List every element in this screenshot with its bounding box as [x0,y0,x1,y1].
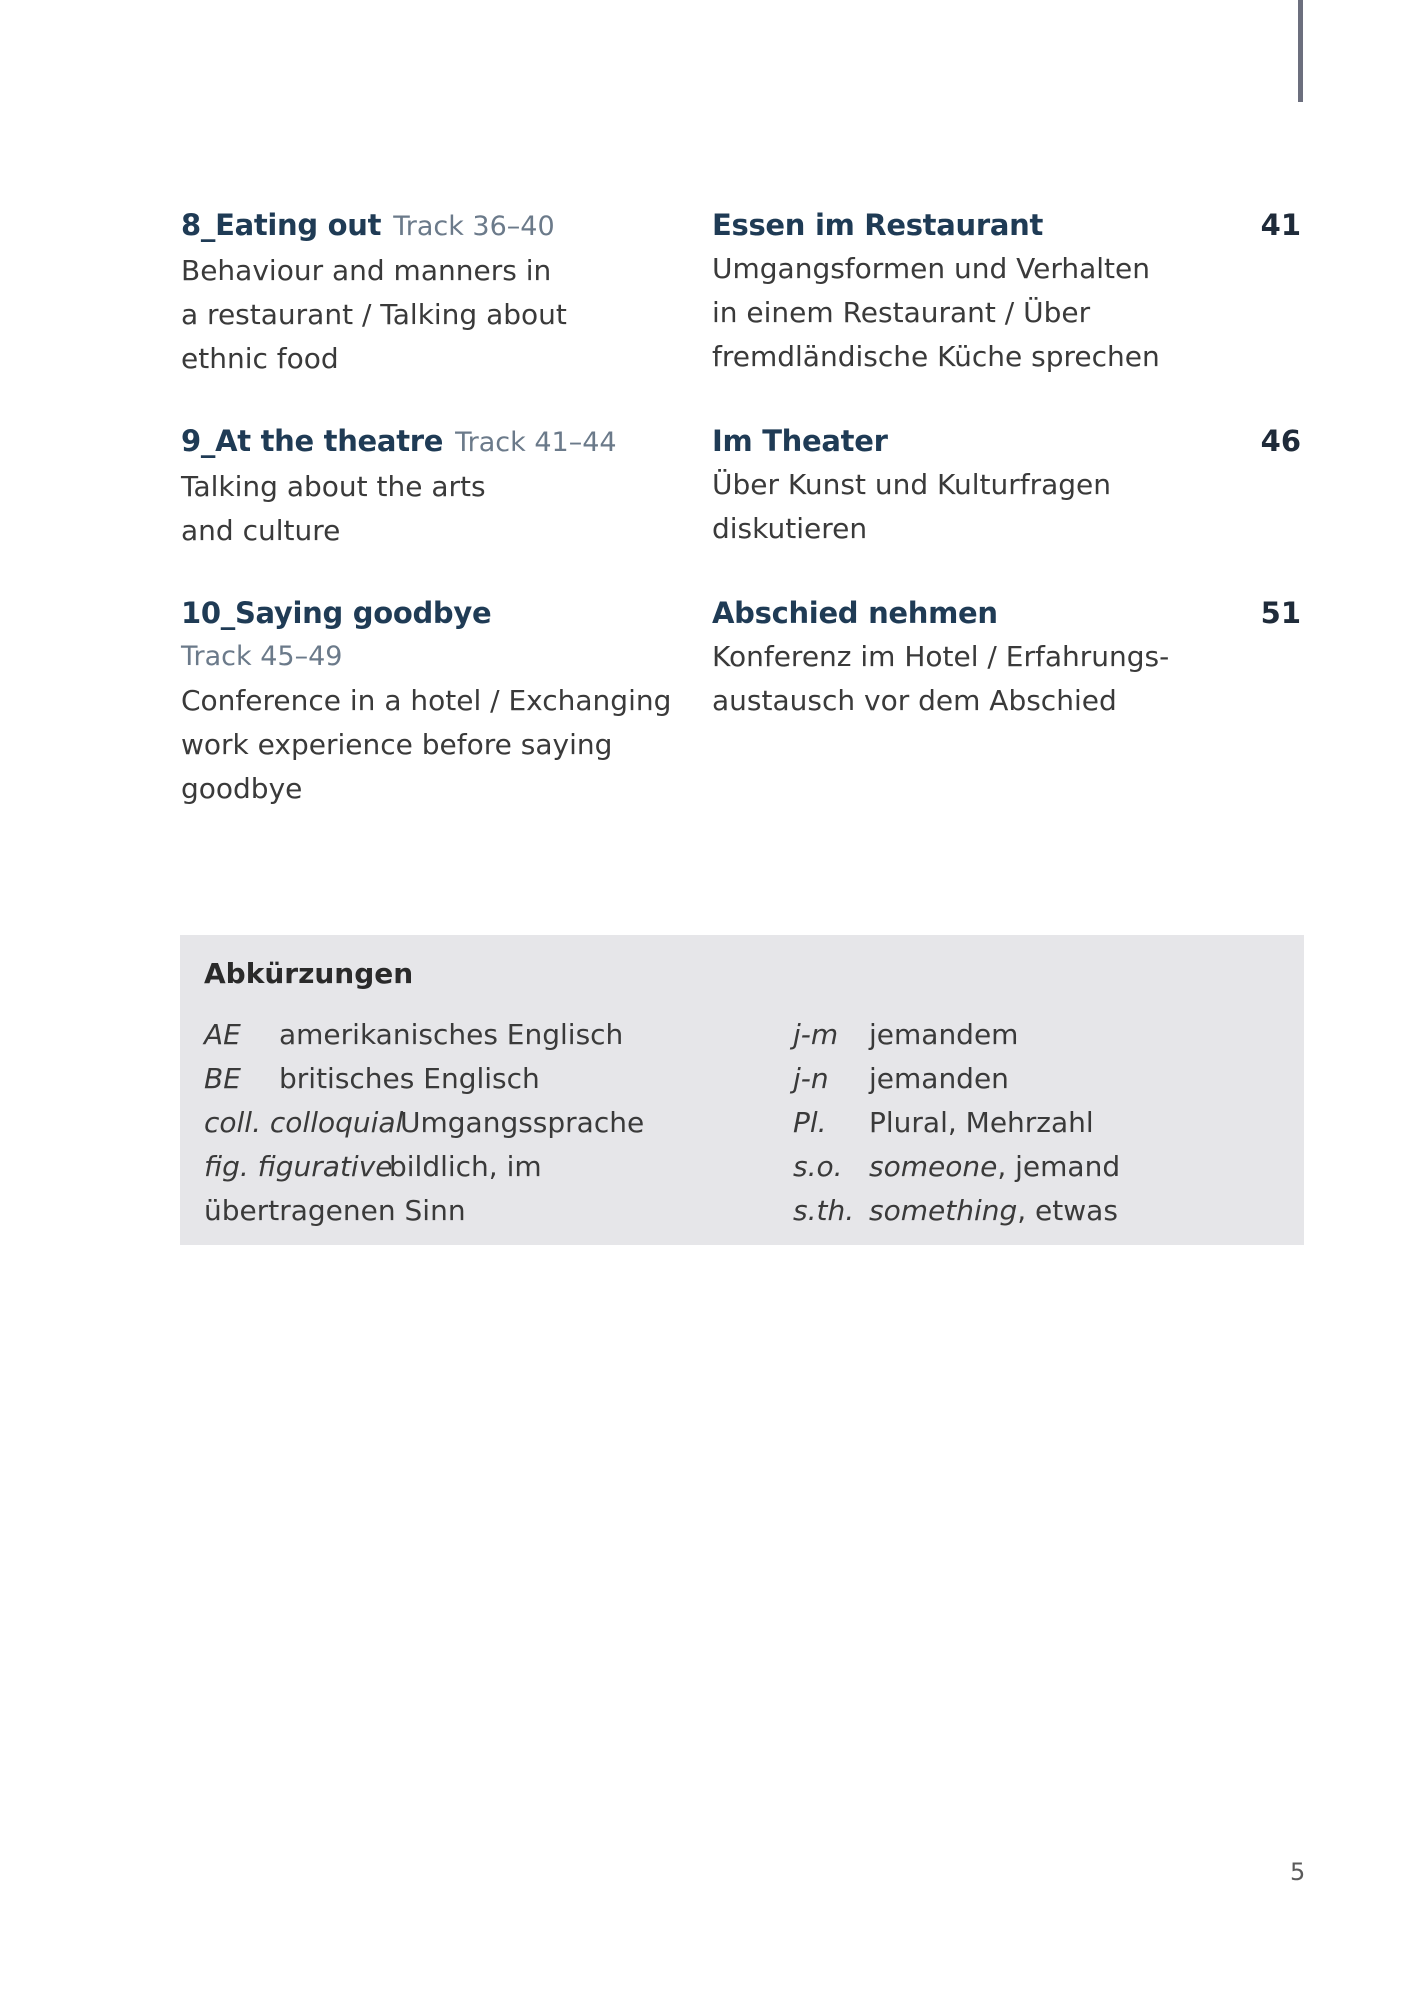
abbreviation-row [204,1189,764,1233]
abbreviation-row [204,1145,764,1189]
english-column [181,419,681,553]
entry-title-german[interactable]: Abschied nehmen [712,596,998,630]
entry-description-german: fremdländische Küche sprechen [712,340,1160,373]
german-column [712,591,1182,723]
abbreviation-row [793,1013,1293,1057]
abbreviation-value: jemanden [869,1062,1009,1095]
abbreviation-value: übertragenen Sinn [204,1194,466,1227]
abbreviation-key: j-m [793,1018,839,1051]
entry-title-german[interactable]: Im Theater [712,424,888,458]
english-column [181,591,681,811]
abbreviation-value: someone, jemand [869,1150,1121,1183]
abbreviation-key: s.o. [793,1150,843,1183]
entry-description: Conference in a hotel / Exchanging [181,684,672,717]
abbreviation-key: Pl. [793,1106,827,1139]
abbreviation-value: amerikanisches Englisch [279,1018,624,1051]
entry-description: a restaurant / Talking about [181,298,567,331]
abbreviation-key: AE [204,1018,241,1051]
page-reference[interactable]: 46 [1260,424,1301,458]
entry-title[interactable]: 9_At the theatre Track 41–44 [181,424,617,458]
entry-description-german: Über Kunst und Kulturfragen [712,468,1111,501]
abbreviation-value: britisches Englisch [279,1062,540,1095]
abbreviation-row [793,1189,1293,1233]
track-label: Track 41–44 [455,427,617,458]
abbreviation-key: s.th. [793,1194,855,1227]
entry-title[interactable]: 8_Eating out Track 36–40 [181,208,555,242]
english-column [181,203,681,381]
top-edge-marker [1298,0,1303,102]
entry-description: Behaviour and manners in [181,254,552,287]
abbreviation-row [204,1101,764,1145]
abbreviation-value: something, etwas [869,1194,1118,1227]
page-reference[interactable]: 41 [1260,208,1301,242]
entry-description-german: Umgangsformen und Verhalten [712,252,1150,285]
entry-description: work experience before saying [181,728,613,761]
abbreviation-value: jemandem [869,1018,1019,1051]
entry-description-german: diskutieren [712,512,868,545]
abbreviation-value: Plural, Mehrzahl [869,1106,1094,1139]
page-reference[interactable]: 51 [1260,596,1301,630]
entry-description: Talking about the arts [181,470,486,503]
abbreviation-row [793,1101,1293,1145]
track-label: Track 36–40 [393,211,555,242]
abbreviations-title: Abkürzungen [204,957,414,990]
abbreviation-row [793,1057,1293,1101]
entry-description-german: austausch vor dem Abschied [712,684,1117,717]
abbreviation-key: coll. colloquial [204,1106,404,1139]
abbreviation-value: Umgangssprache [400,1106,645,1139]
abbreviations-box [180,935,1304,1245]
abbreviations-left-column [204,1013,764,1233]
entry-description: goodbye [181,772,303,805]
abbreviation-row [204,1013,764,1057]
abbreviation-key: j-n [793,1062,829,1095]
entry-title[interactable]: 10_Saying goodbye [181,596,492,630]
german-column [712,419,1182,551]
track-label: Track 45–49 [181,641,343,672]
entry-description-german: in einem Restaurant / Über [712,296,1091,329]
entry-description-german: Konferenz im Hotel / Erfahrungs- [712,640,1170,673]
abbreviation-key: fig. figurative [204,1150,393,1183]
abbreviation-row [204,1057,764,1101]
abbreviation-row [793,1145,1293,1189]
abbreviations-right-column [793,1013,1293,1233]
page-number: 5 [1290,1858,1306,1886]
abbreviation-value: bildlich, im [389,1150,542,1183]
entry-description: and culture [181,514,341,547]
german-column [712,203,1182,379]
abbreviation-key: BE [204,1062,241,1095]
entry-description: ethnic food [181,342,339,375]
entry-title-german[interactable]: Essen im Restaurant [712,208,1044,242]
